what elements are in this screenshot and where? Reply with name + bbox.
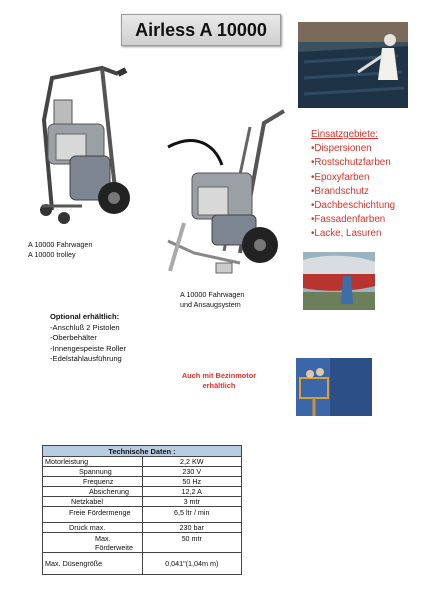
technical-data-table <box>42 445 242 575</box>
optional-accessories-title: Optional erhältlich: <box>50 312 120 321</box>
spec-label: Druck max. <box>43 523 143 533</box>
list-item: •Epoxyfarben <box>311 171 370 183</box>
list-item: •Rostschutzfarben <box>311 157 391 169</box>
spec-label: Max. Düsengröße <box>43 553 143 575</box>
table-row <box>43 533 242 553</box>
spec-label: Frequenz <box>43 477 143 487</box>
spec-value: 6,5 ltr / min <box>142 507 242 523</box>
caption-line: A 10000 Fahrwagen <box>180 290 245 299</box>
spec-label: Netzkabel <box>43 497 143 507</box>
table-row <box>43 507 242 523</box>
spec-value: 3 mtr <box>142 497 242 507</box>
list-item: -Oberbehälter <box>50 333 97 342</box>
spec-label: Motorleistung <box>43 457 143 467</box>
spec-label: Freie Fördermenge <box>43 507 143 523</box>
list-item: •Fassadenfarben <box>311 214 386 226</box>
list-item: -Edelstahlausführung <box>50 354 122 363</box>
table-row <box>43 487 242 497</box>
list-item: -Anschluß 2 Pistolen <box>50 322 120 332</box>
note-line: erhältlich <box>202 380 236 390</box>
roof-coating-photo <box>298 22 408 108</box>
spec-value: 50 Hz <box>142 477 242 487</box>
application-areas-list <box>311 142 421 241</box>
spec-label: Spannung <box>43 467 143 477</box>
table-row <box>43 457 242 467</box>
spec-value: 12,2 A <box>142 487 242 497</box>
product-suction-photo <box>154 103 292 281</box>
product-trolley-photo <box>22 60 140 228</box>
product-suction-caption <box>180 290 290 309</box>
table-row <box>43 497 242 507</box>
spec-value: 0,041"(1,04m m) <box>142 553 242 575</box>
table-row <box>43 467 242 477</box>
optional-accessories <box>50 312 200 365</box>
list-item: -Innengespeiste Roller <box>50 343 126 353</box>
spec-value: 50 mtr <box>142 533 242 553</box>
table-header-row <box>43 446 242 457</box>
list-item: •Lacke, Lasuren <box>311 228 382 240</box>
table-row <box>43 477 242 487</box>
spec-label: Absicherung <box>43 487 143 497</box>
table-header: Technische Daten : <box>43 446 242 457</box>
caption-line: A 10000 trolley <box>28 249 76 259</box>
caption-line: und Ansaugsystem <box>180 299 241 309</box>
list-item: •Brandschutz <box>311 185 369 197</box>
table-row <box>43 553 242 575</box>
page-title: Airless A 10000 <box>121 14 281 46</box>
application-areas-title: Einsatzgebiete: <box>311 129 378 140</box>
facade-coating-photo <box>296 358 372 416</box>
spec-label: Max. Förderweite <box>43 533 143 553</box>
list-item: •Dispersionen <box>311 143 372 155</box>
table-row <box>43 523 242 533</box>
spec-value: 2,2 KW <box>142 457 242 467</box>
spec-value: 230 V <box>142 467 242 477</box>
caption-line: A 10000 Fahrwagen <box>28 240 93 249</box>
spec-value: 230 bar <box>142 523 242 533</box>
petrol-engine-note <box>164 371 274 390</box>
note-line: Auch mit Bezinmotor <box>181 371 257 380</box>
product-trolley-caption <box>28 240 138 259</box>
boat-coating-photo <box>303 252 375 310</box>
list-item: •Dachbeschichtung <box>311 200 396 212</box>
application-areas <box>311 128 421 242</box>
optional-accessories-list <box>50 323 200 365</box>
